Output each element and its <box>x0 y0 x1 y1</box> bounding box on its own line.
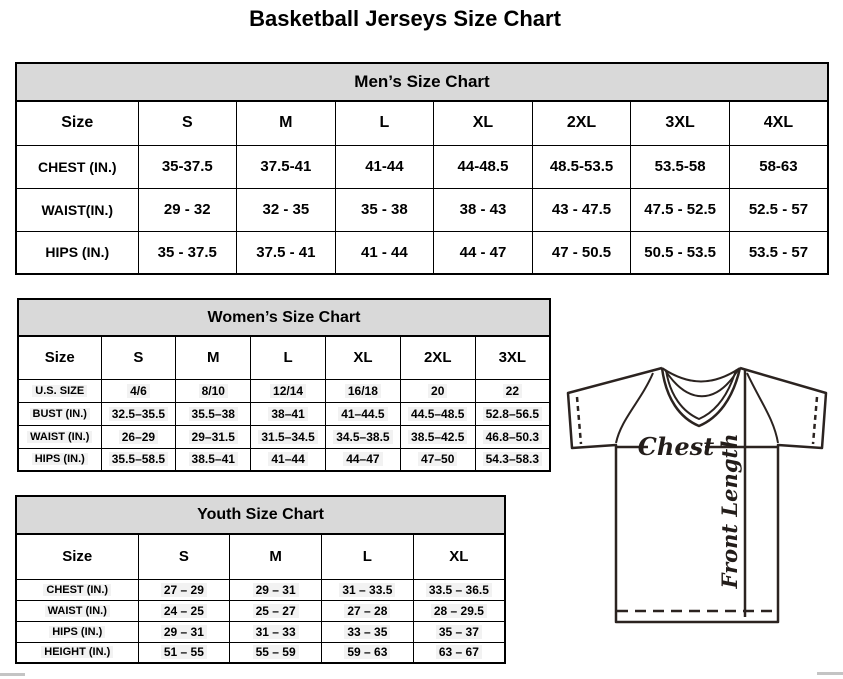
table-row <box>18 402 550 425</box>
table-row <box>16 188 828 231</box>
row-label <box>16 600 138 621</box>
row-label <box>16 188 138 231</box>
cell-value: 24 – 25 <box>161 604 207 618</box>
table-cell <box>325 425 400 448</box>
cell-value: 41–44.5 <box>338 407 387 421</box>
cell-value: 44–47 <box>343 452 382 466</box>
collar-v-inner <box>666 370 736 419</box>
row-label-text: WAIST (IN.) <box>27 431 92 443</box>
row-label <box>16 621 138 642</box>
row-label <box>16 579 138 600</box>
youth-size-table <box>15 495 506 664</box>
cell-value: 33 – 35 <box>344 625 390 639</box>
row-label-text: HIPS (IN.) <box>49 626 105 638</box>
row-label <box>18 402 101 425</box>
cell-value: 44.5–48.5 <box>408 407 467 421</box>
table-row <box>18 448 550 471</box>
table-cell <box>434 145 533 188</box>
table-cell <box>532 231 631 274</box>
table-cell <box>434 188 533 231</box>
table-cell <box>230 642 322 663</box>
column-header: Size <box>18 336 101 379</box>
column-header: 2XL <box>400 336 475 379</box>
cell-value: 28 – 29.5 <box>431 604 487 618</box>
cell-value: 41-44 <box>365 158 404 175</box>
cell-value: 12/14 <box>270 384 306 398</box>
row-label-text: HIPS (IN.) <box>32 453 88 465</box>
table-cell <box>322 642 414 663</box>
cell-value: 8/10 <box>199 384 228 398</box>
table-cell <box>230 600 322 621</box>
column-header: XL <box>434 101 533 145</box>
table-cell <box>729 231 828 274</box>
cell-value: 29–31.5 <box>189 430 238 444</box>
cell-value: 55 – 59 <box>253 645 299 659</box>
table-cell <box>335 231 434 274</box>
table-cell <box>322 579 414 600</box>
table-cell <box>400 448 475 471</box>
cell-value: 52.5 - 57 <box>748 201 809 218</box>
table-cell <box>400 402 475 425</box>
youth-table-caption-row <box>16 496 505 534</box>
row-label <box>16 145 138 188</box>
cell-value: 38.5–42.5 <box>408 430 467 444</box>
cell-value: 29 - 32 <box>163 201 211 218</box>
cell-value: 59 – 63 <box>344 645 390 659</box>
table-cell <box>176 402 251 425</box>
table-cell <box>434 231 533 274</box>
cell-value: 31 – 33 <box>253 625 299 639</box>
table-cell <box>176 379 251 402</box>
table-cell <box>400 425 475 448</box>
row-label-text: WAIST (IN.) <box>45 605 110 617</box>
cell-value: 43 - 47.5 <box>551 201 612 218</box>
table-cell <box>413 642 505 663</box>
table-cell <box>138 642 230 663</box>
youth-table-title: Youth Size Chart <box>16 496 505 534</box>
column-header: S <box>138 534 230 579</box>
table-cell <box>631 188 730 231</box>
column-header: 2XL <box>532 101 631 145</box>
cell-value: 16/18 <box>345 384 381 398</box>
jersey-diagram-svg <box>553 353 843 669</box>
table-cell <box>230 621 322 642</box>
cell-value: 38.5–41 <box>189 452 238 466</box>
womens-table-header-row <box>18 336 550 379</box>
table-row <box>16 231 828 274</box>
column-header: M <box>176 336 251 379</box>
table-cell <box>138 579 230 600</box>
table-cell <box>325 379 400 402</box>
cell-value: 38 - 43 <box>459 201 507 218</box>
row-label-text: U.S. SIZE <box>32 385 87 397</box>
chest-label: Chest <box>637 432 715 461</box>
cell-value: 38–41 <box>268 407 307 421</box>
table-cell <box>138 600 230 621</box>
cell-value: 27 – 29 <box>161 583 207 597</box>
table-cell <box>413 600 505 621</box>
table-cell <box>237 188 336 231</box>
table-cell <box>413 621 505 642</box>
cell-value: 35-37.5 <box>161 158 213 175</box>
row-label <box>18 379 101 402</box>
table-cell <box>325 448 400 471</box>
cell-value: 58-63 <box>759 158 798 175</box>
table-cell <box>631 145 730 188</box>
cell-value: 41–44 <box>268 452 307 466</box>
table-cell <box>101 448 176 471</box>
table-cell <box>251 402 326 425</box>
cell-value: 29 – 31 <box>253 583 299 597</box>
row-label-text: CHEST (IN.) <box>43 584 111 596</box>
cell-value: 53.5 - 57 <box>748 243 809 261</box>
left-cuff-dashed-line <box>577 397 581 444</box>
table-row <box>18 425 550 448</box>
table-cell <box>101 425 176 448</box>
table-cell <box>729 145 828 188</box>
cell-value: 22 <box>503 384 522 398</box>
cell-value: 35.5–58.5 <box>109 452 168 466</box>
cell-value: 27 – 28 <box>344 604 390 618</box>
table-cell <box>413 579 505 600</box>
cell-value: 37.5-41 <box>260 158 312 175</box>
table-row <box>16 145 828 188</box>
table-cell <box>729 188 828 231</box>
table-cell <box>251 448 326 471</box>
cell-value: 47 - 50.5 <box>551 243 612 261</box>
jersey-measurement-diagram <box>553 353 843 669</box>
table-cell <box>251 425 326 448</box>
table-cell <box>532 188 631 231</box>
cell-value: 33.5 – 36.5 <box>426 583 492 597</box>
front-length-label: Front Length <box>717 433 742 589</box>
column-header: L <box>335 101 434 145</box>
table-cell <box>237 231 336 274</box>
column-header: XL <box>325 336 400 379</box>
row-label <box>18 425 101 448</box>
column-header: L <box>322 534 414 579</box>
cell-value: 35 – 37 <box>436 625 482 639</box>
jersey-outline <box>568 368 826 622</box>
cell-value: 52.8–56.5 <box>483 407 542 421</box>
table-cell <box>322 621 414 642</box>
womens-size-table <box>17 298 551 472</box>
cell-value: 25 – 27 <box>253 604 299 618</box>
cell-value: 47–50 <box>418 452 457 466</box>
cell-value: 26–29 <box>119 430 158 444</box>
cell-value: 29 – 31 <box>161 625 207 639</box>
table-row <box>18 379 550 402</box>
table-row <box>16 642 505 663</box>
cell-value: 44 - 47 <box>459 243 507 261</box>
row-label <box>16 231 138 274</box>
table-cell <box>138 188 237 231</box>
table-cell <box>532 145 631 188</box>
column-header: XL <box>413 534 505 579</box>
table-cell <box>335 145 434 188</box>
cell-value: 44-48.5 <box>457 158 509 175</box>
row-label-text: BUST (IN.) <box>30 408 90 420</box>
column-header: L <box>251 336 326 379</box>
bottom-right-gray-bar <box>817 672 843 675</box>
right-cuff-dashed-line <box>813 397 817 444</box>
table-cell <box>322 600 414 621</box>
mens-table-caption-row <box>16 63 828 101</box>
table-cell <box>475 448 550 471</box>
cell-value: 35 - 37.5 <box>157 243 217 261</box>
table-cell <box>176 425 251 448</box>
cell-value: 4/6 <box>127 384 150 398</box>
page-title: Basketball Jerseys Size Chart <box>249 6 561 31</box>
column-header: M <box>237 101 336 145</box>
cell-value: 20 <box>428 384 447 398</box>
row-label <box>18 448 101 471</box>
table-cell <box>335 188 434 231</box>
cell-value: 46.8–50.3 <box>483 430 542 444</box>
cell-value: 51 – 55 <box>161 645 207 659</box>
cell-value: 32.5–35.5 <box>109 407 168 421</box>
column-header: Size <box>16 534 138 579</box>
column-header: Size <box>16 101 138 145</box>
cell-value: 37.5 - 41 <box>256 243 316 261</box>
table-cell <box>251 379 326 402</box>
row-label-text: WAIST(IN.) <box>41 201 114 218</box>
cell-value: 63 – 67 <box>436 645 482 659</box>
cell-value: 54.3–58.3 <box>483 452 542 466</box>
row-label-text: HEIGHT (IN.) <box>41 646 113 658</box>
table-cell <box>400 379 475 402</box>
mens-table-header-row <box>16 101 828 145</box>
right-armhole-seam <box>747 373 778 443</box>
cell-value: 35 - 38 <box>361 201 408 218</box>
mens-size-table <box>15 62 829 275</box>
table-cell <box>230 579 322 600</box>
table-cell <box>475 425 550 448</box>
cell-value: 35.5–38 <box>189 407 238 421</box>
cell-value: 34.5–38.5 <box>333 430 392 444</box>
cell-value: 50.5 - 53.5 <box>644 243 716 261</box>
row-label <box>16 642 138 663</box>
cell-value: 47.5 - 52.5 <box>644 201 716 218</box>
table-cell <box>138 145 237 188</box>
table-row <box>16 579 505 600</box>
bottom-left-gray-bar <box>0 673 25 676</box>
row-label-text: HIPS (IN.) <box>45 244 110 261</box>
table-cell <box>325 402 400 425</box>
cell-value: 41 - 44 <box>361 243 408 261</box>
column-header: S <box>101 336 176 379</box>
youth-table-header-row <box>16 534 505 579</box>
column-header: 3XL <box>475 336 550 379</box>
row-label-text: CHEST (IN.) <box>37 158 117 175</box>
mens-table-title: Men’s Size Chart <box>16 63 828 101</box>
table-row <box>16 600 505 621</box>
table-cell <box>138 231 237 274</box>
table-cell <box>101 402 176 425</box>
table-cell <box>101 379 176 402</box>
column-header: S <box>138 101 237 145</box>
cell-value: 53.5-58 <box>654 158 706 175</box>
table-cell <box>138 621 230 642</box>
column-header: M <box>230 534 322 579</box>
cell-value: 31 – 33.5 <box>339 583 395 597</box>
cell-value: 32 - 35 <box>262 201 310 218</box>
table-cell <box>176 448 251 471</box>
table-cell <box>475 379 550 402</box>
collar-back-arc <box>662 368 740 382</box>
table-cell <box>475 402 550 425</box>
womens-table-caption-row <box>18 299 550 336</box>
table-row <box>16 621 505 642</box>
table-cell <box>237 145 336 188</box>
cell-value: 48.5-53.5 <box>549 158 614 175</box>
womens-table-title: Women’s Size Chart <box>18 299 550 336</box>
column-header: 3XL <box>631 101 730 145</box>
table-cell <box>631 231 730 274</box>
column-header: 4XL <box>729 101 828 145</box>
cell-value: 31.5–34.5 <box>258 430 317 444</box>
